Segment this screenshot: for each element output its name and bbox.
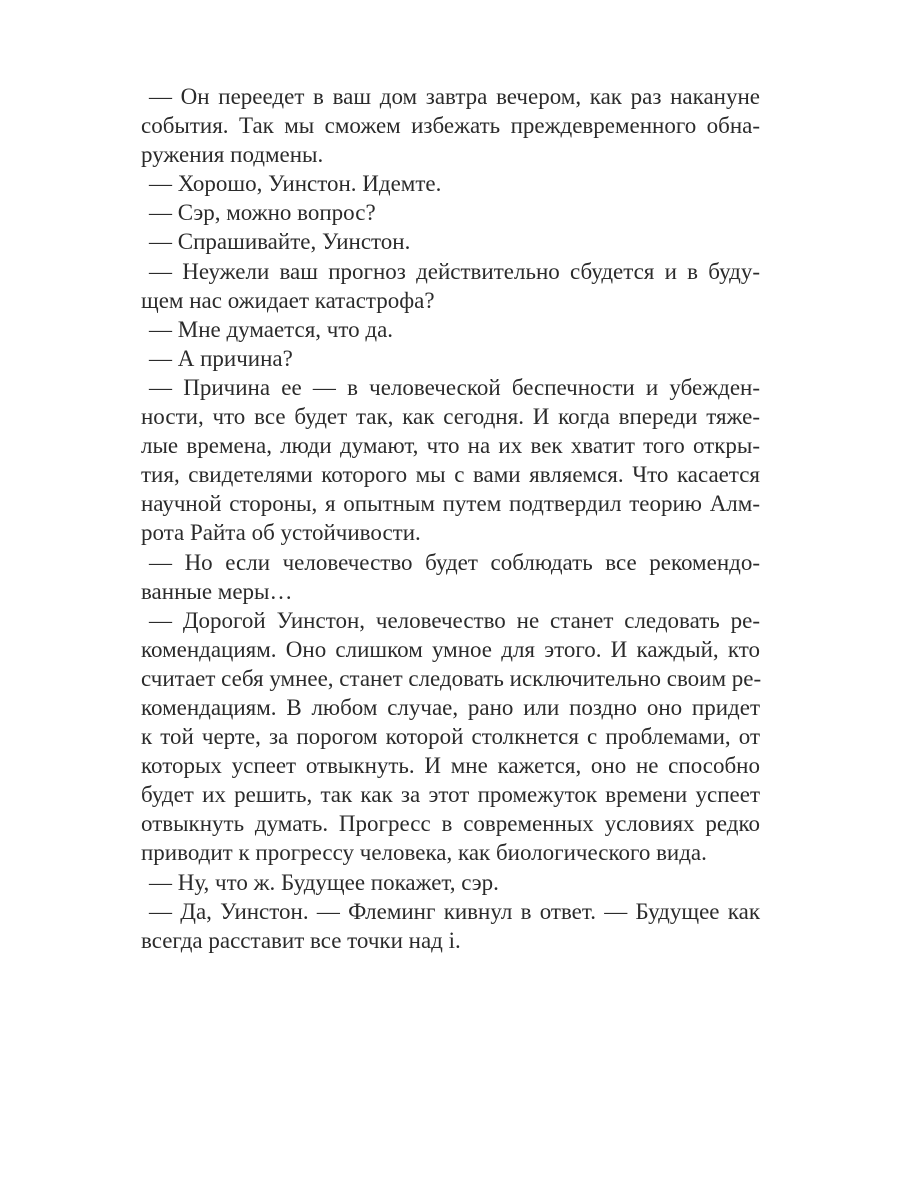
text-line: приводит к прогрессу человека, как биологического вида.: [141, 840, 707, 866]
text-line: комендациям. В любом случае, рано или поздно оно придет: [141, 694, 760, 720]
text-line: — Хорошо, Уинстон. Идемте.: [149, 171, 442, 197]
text-line: ванные меры…: [141, 578, 293, 604]
text-line: рота Райта об устойчивости.: [141, 520, 421, 546]
text-line: события. Так мы сможем избежать преждевременного обна-: [141, 113, 760, 139]
text-line: — Неужели ваш прогноз действительно сбудется и в буду-: [149, 258, 760, 284]
text-line: — А причина?: [149, 345, 293, 371]
text-line: — Он переедет в ваш дом завтра вечером, как раз накануне: [149, 84, 760, 109]
book-page-text: [141, 82, 760, 955]
text-line: комендациям. Оно слишком умное для этого. И каждый, кто: [141, 636, 760, 662]
text-line: отвыкнуть думать. Прогресс в современных условиях редко: [141, 811, 760, 837]
text-line: — Сэр, можно вопрос?: [149, 200, 376, 226]
text-line: — Спрашивайте, Уинстон.: [149, 229, 411, 255]
text-line: — Но если человечество будет соблюдать все рекомендо-: [149, 549, 760, 575]
text-line: — Ну, что ж. Будущее покажет, сэр.: [149, 869, 499, 895]
text-line: — Мне думается, что да.: [149, 316, 394, 342]
text-line: которых успеет отвыкнуть. И мне кажется, оно не способно: [141, 753, 760, 779]
text-line: тия, свидетелями которого мы с вами являемся. Что касается: [141, 462, 760, 488]
text-line: считает себя умнее, станет следовать исключительно своим ре-: [141, 665, 762, 691]
text-line: — Да, Уинстон. — Флеминг кивнул в ответ. — Будущее как: [149, 898, 760, 924]
text-line: к той черте, за порогом которой столкнется с проблемами, от: [141, 724, 760, 750]
text-line: лые времена, люди думают, что на их век хватит того откры-: [141, 433, 760, 459]
text-line: щем нас ожидает катастрофа?: [141, 287, 435, 313]
text-line: ружения подмены.: [141, 142, 324, 168]
text-line: — Причина ее — в человеческой беспечности и убежден-: [149, 374, 760, 400]
text-line: ности, что все будет так, как сегодня. И когда впереди тяже-: [141, 404, 760, 430]
text-line: будет их решить, так как за этот промежуток времени успеет: [141, 782, 760, 808]
text-line: всегда расставит все точки над i.: [141, 927, 461, 953]
text-line: — Дорогой Уинстон, человечество не станет следовать ре-: [149, 607, 760, 633]
text-line: научной стороны, я опытным путем подтвердил теорию Алм-: [141, 491, 760, 517]
